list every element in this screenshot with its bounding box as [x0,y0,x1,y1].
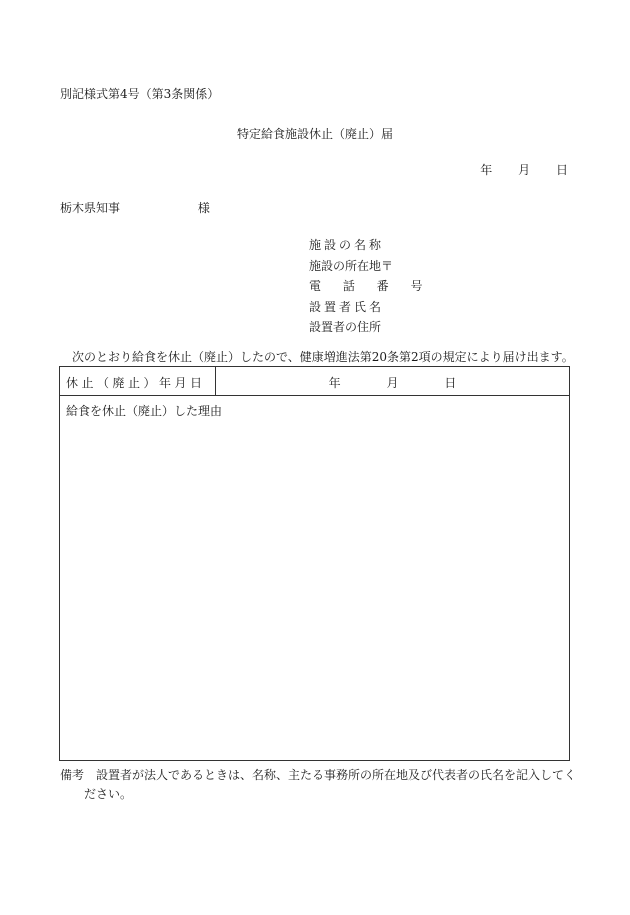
reason-label: 給食を休止（廃止）した理由 [66,404,223,418]
facility-location-label: 施設の所在地〒 [309,258,394,273]
remarks [60,765,576,785]
submission-date [480,161,568,178]
form-number: 別記様式第4号（第3条関係） [60,87,220,101]
document-title: 特定給食施設休止（廃止）届 [236,127,393,141]
date-label-cell [60,367,216,395]
suspension-month-label: 月 [386,376,399,390]
remarks-heading: 備考 [60,768,85,782]
facility-name-label: 施設の名称 [309,238,385,252]
addressee [60,199,210,216]
date-day-label: 日 [555,163,568,177]
addressee-name: 栃木県知事 [60,201,121,215]
addressee-honorific: 様 [197,201,210,215]
date-year-label: 年 [480,163,493,177]
date-month-label: 月 [518,163,531,177]
remarks-line2: ださい。 [84,787,133,801]
date-row [60,367,569,396]
suspension-date-label: 休止（廃止）年月日 [66,376,206,390]
facility-fields [309,235,431,338]
phone-number-label: 電 話 番 号 [309,279,432,293]
statement-text: 次のとおり給食を休止（廃止）したので、健康増進法第20条第2項の規定により届け出ます。 [72,350,574,364]
form-table [59,366,570,761]
installer-name-label: 設置者氏名 [309,299,385,314]
installer-address-label: 設置者の住所 [309,320,382,334]
remarks-line1: 設置者が法人であるときは、名称、主たる事務所の所在地及び代表者の氏名を記入してく [96,768,577,782]
suspension-date-field[interactable] [216,374,569,391]
suspension-day-label: 日 [444,376,457,390]
suspension-year-label: 年 [328,376,341,390]
